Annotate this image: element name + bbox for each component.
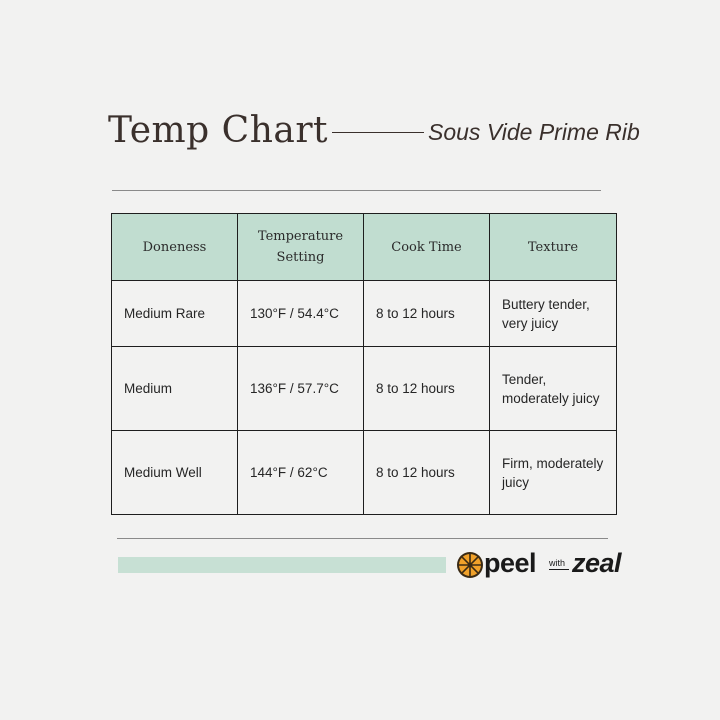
bottom-divider (117, 538, 608, 539)
page-subtitle: Sous Vide Prime Rib (428, 119, 640, 145)
header-texture: Texture (490, 214, 617, 281)
logo-word-with: with (549, 558, 566, 568)
cell-temperature: 144°F / 62°C (238, 431, 364, 515)
table-header-row (112, 214, 617, 281)
cell-doneness: Medium Rare (112, 281, 238, 347)
cell-doneness: Medium (112, 347, 238, 431)
top-divider (112, 190, 601, 191)
cell-temperature: 130°F / 54.4°C (238, 281, 364, 347)
cell-cook-time: 8 to 12 hours (364, 281, 490, 347)
header-doneness: Doneness (112, 214, 238, 281)
logo-word-peel: peel (484, 548, 537, 578)
title-divider (332, 132, 424, 133)
citrus-slice-icon (456, 551, 484, 579)
cell-texture: Buttery tender, very juicy (490, 281, 617, 347)
table-row (112, 281, 617, 347)
page-title: Temp Chart (108, 110, 329, 151)
logo-underline (549, 569, 569, 570)
cell-cook-time: 8 to 12 hours (364, 431, 490, 515)
temperature-table (111, 213, 617, 515)
cell-texture: Tender, moderately juicy (490, 347, 617, 431)
decorative-bar (118, 557, 446, 573)
header-temperature: Temperature Setting (238, 214, 364, 281)
header-cook-time: Cook Time (364, 214, 490, 281)
cell-cook-time: 8 to 12 hours (364, 347, 490, 431)
logo-word-zeal: zeal (572, 548, 622, 578)
table-row (112, 431, 617, 515)
cell-temperature: 136°F / 57.7°C (238, 347, 364, 431)
table-row (112, 347, 617, 431)
cell-texture: Firm, moderately juicy (490, 431, 617, 515)
cell-doneness: Medium Well (112, 431, 238, 515)
brand-logo (456, 548, 636, 582)
chart-title-row (108, 108, 688, 154)
